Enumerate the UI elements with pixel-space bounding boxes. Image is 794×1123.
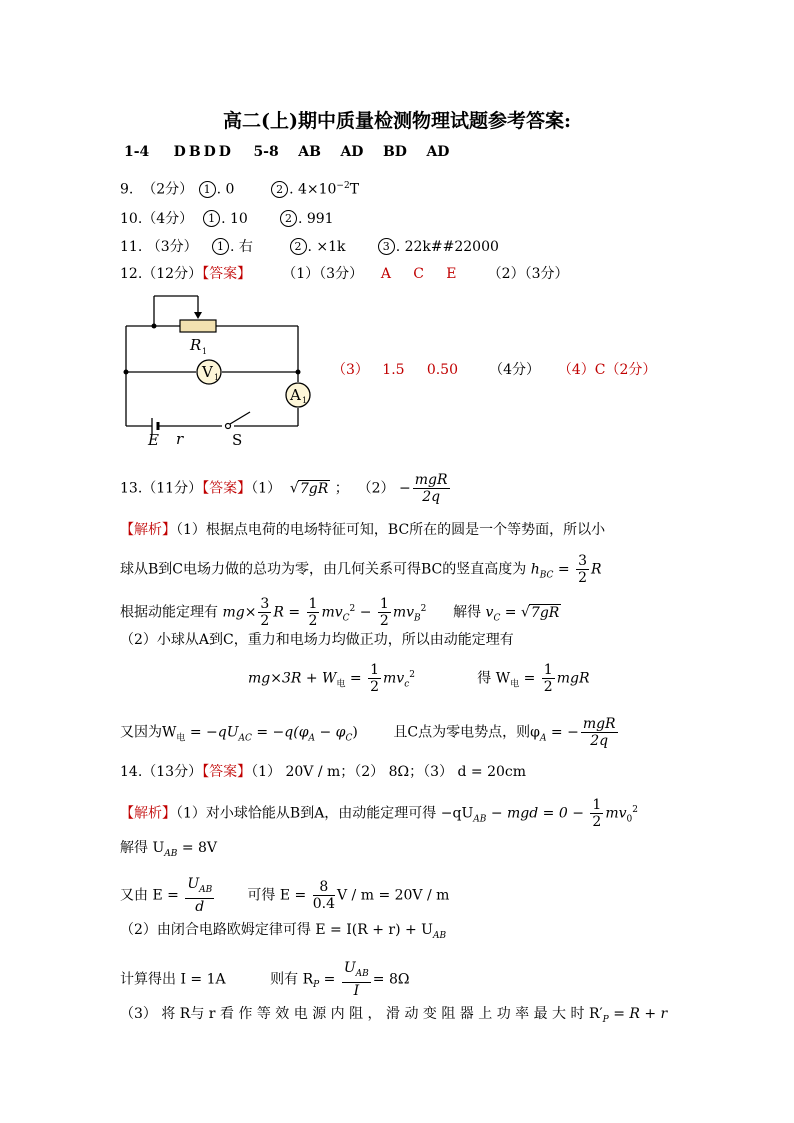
- sub-ab: AB: [355, 968, 369, 979]
- q13-text-6b: = −qU: [189, 724, 239, 741]
- q12-line: [120, 264, 568, 284]
- mc-ans-2d: AD: [426, 144, 450, 160]
- sub-p: P: [313, 980, 320, 991]
- q10-points: （4分）: [142, 211, 194, 227]
- internal-r-label: r: [176, 430, 184, 448]
- h-sub: BC: [539, 570, 554, 581]
- sub-c: C: [342, 613, 350, 624]
- q14-text-5d: = 8Ω: [372, 971, 410, 988]
- sup-2: 2: [420, 603, 427, 614]
- paren: ): [352, 724, 358, 741]
- q14-explain-6: [120, 1004, 667, 1030]
- frac-den: 2: [260, 613, 270, 629]
- half: [542, 662, 555, 695]
- q11-ans-1: . 右: [230, 239, 253, 255]
- frac-den: 2: [308, 613, 318, 629]
- q14-explain-tag: 【解析】: [120, 805, 176, 822]
- frac-num: 8: [313, 879, 335, 896]
- r-symbol: R: [590, 561, 602, 578]
- q12-ans-r: 0.50: [426, 362, 458, 378]
- q13-explain-2: [120, 553, 602, 586]
- emf-label: E: [148, 431, 159, 449]
- q11-ans-2: . ×1k: [307, 239, 346, 255]
- q14-answer-line: [120, 762, 526, 782]
- q14-text-1b: − mgd = 0 −: [490, 805, 584, 822]
- mc-ans-2a: AB: [298, 144, 321, 160]
- q12-num: 12.: [120, 266, 143, 282]
- frac-num: 3: [260, 596, 270, 612]
- q13-explain-1: [120, 520, 605, 540]
- voltmeter-label: V: [202, 363, 213, 381]
- sub-dian: 电: [176, 733, 186, 744]
- eq-sign: =: [557, 561, 570, 578]
- q13-answer-line: [120, 472, 452, 505]
- circled-1-icon: 1: [199, 181, 216, 198]
- q12-ans-e: E: [446, 266, 457, 282]
- q12-part2-label: （2）（3分）: [487, 266, 569, 282]
- page-title: 高二(上)期中质量检测物理试题参考答案:: [223, 110, 571, 132]
- sub-c: c: [404, 679, 410, 690]
- q14-text-3: 又由 E =: [120, 887, 179, 904]
- sub-c: C: [493, 613, 501, 624]
- u-symbol: U: [343, 960, 356, 976]
- sub-0: 0: [626, 814, 633, 825]
- q13-text-6c: = −q(φ: [256, 724, 309, 741]
- q12-ans-emf: 1.5: [382, 362, 405, 378]
- sub-dian: 电: [510, 679, 520, 690]
- frac-num: mgR: [414, 472, 448, 488]
- q14-answer-tag: 【答案】: [202, 764, 252, 780]
- q13-text-6d: − φ: [319, 724, 346, 741]
- sub-a: A: [308, 733, 316, 744]
- mv-c: mv: [321, 604, 343, 621]
- mv-b: mv: [392, 604, 415, 621]
- mc-range-1: 1-4: [124, 144, 150, 160]
- q13-points: （11分）: [142, 480, 203, 497]
- three-halves: [576, 553, 589, 586]
- q14-text-1: （1）对小球恰能从B到A，由动能定理可得 −qU: [176, 805, 474, 822]
- q14-text-2b: = 8V: [181, 840, 218, 856]
- mv-c: mv: [383, 670, 405, 687]
- eq-sign: =: [504, 604, 517, 621]
- frac-den: 2: [543, 679, 553, 695]
- q13-fraction: [413, 472, 450, 505]
- q13-mg: mg×: [222, 604, 257, 621]
- q14-points: （13分）: [142, 764, 203, 780]
- q9-unit: T: [349, 181, 360, 198]
- sub-dian: 电: [336, 679, 346, 690]
- r1-label: R: [190, 336, 202, 354]
- frac-num: 1: [379, 596, 389, 612]
- q14-explain-4: [120, 920, 446, 946]
- v-c: v: [485, 604, 494, 621]
- half: [590, 797, 603, 830]
- frac-num: mgR: [582, 716, 616, 732]
- q14-explain-2: [120, 838, 217, 864]
- q9-line: [120, 176, 359, 200]
- q9-points: （2分）: [142, 181, 194, 198]
- sub-ac: AC: [238, 733, 252, 744]
- q13-part1-label: （1）: [251, 480, 282, 497]
- q14-text-5b: 则有 R: [270, 971, 314, 988]
- frac-den: 0.4: [312, 895, 335, 912]
- q13-solve: 解得: [453, 604, 482, 621]
- q13-text-2: 球从B到C电场力做的总功为零，由几何关系可得BC的竖直高度为: [120, 561, 527, 578]
- q12-ans-c: C: [413, 266, 424, 282]
- q9-exponent: −2: [336, 181, 350, 191]
- q13-explain-tag: 【解析】: [120, 522, 176, 538]
- mc-ans-2c: BD: [382, 144, 407, 160]
- q13-explain-4: [120, 630, 514, 650]
- sqrt-icon: √: [520, 604, 530, 621]
- eq-sign: =: [349, 670, 362, 687]
- q12-part3-points: （4分）: [489, 362, 541, 378]
- q10-ans-1: . 10: [221, 211, 248, 227]
- frac-den: 2q: [590, 733, 609, 749]
- q13-sep: ；: [334, 480, 349, 497]
- frac-num: 1: [308, 596, 318, 612]
- mc-ans-2b: AD: [340, 144, 364, 160]
- frac-num: 1: [543, 662, 553, 678]
- mc-ans-1: DBDD: [173, 144, 234, 160]
- q13-fraction: [581, 716, 618, 749]
- q14-num: 14.: [120, 764, 143, 780]
- q14-text-3b: 可得 E =: [247, 887, 307, 904]
- q14-text-4: （2）由闭合电路欧姆定律可得 E = I(R + r) + U: [120, 922, 433, 938]
- q14-text-2: 解得 U: [120, 840, 165, 856]
- sub-a: A: [539, 733, 547, 744]
- sup-2: 2: [409, 669, 415, 680]
- switch-label: S: [232, 431, 243, 449]
- q13-text-1: （1）根据点电荷的电场特征可知，BC所在的圆是一个等势面，所以小: [176, 522, 606, 538]
- sub-p: P: [602, 1014, 609, 1025]
- q14-text-6b: = R + r: [613, 1006, 668, 1022]
- q13-text-3: 根据动能定理有: [120, 604, 218, 621]
- q12-part1-label: （1）（3分）: [282, 266, 364, 282]
- q13-text-4: （2）小球从A到C，重力和电场力均做正功，所以由动能定理有: [120, 632, 514, 648]
- q13-sqrt-value: 7gR: [530, 604, 560, 621]
- frac-den: 2: [592, 814, 602, 830]
- sup-2: 2: [632, 804, 638, 815]
- half: [378, 596, 391, 629]
- q12-answer-tag: 【答案】: [202, 266, 252, 282]
- sub-ab: AB: [432, 930, 447, 941]
- u-symbol: U: [187, 876, 200, 892]
- eq-sign: =: [323, 971, 336, 988]
- q10-num: 10.: [120, 211, 143, 227]
- sqrt-icon: √: [289, 480, 299, 497]
- eq-sign: =: [523, 670, 536, 687]
- q14-text-6: （3） 将 R与 r 看 作 等 效 电 源 内 阻 ， 滑 动 变 阻 器 上 功 率 最 大 时 R′: [120, 1006, 603, 1022]
- sup-2: 2: [349, 603, 356, 614]
- q13-explain-5: [248, 662, 590, 695]
- half: [307, 596, 320, 629]
- q13-explain-3: [120, 596, 561, 629]
- h-symbol: h: [530, 561, 540, 578]
- frac-den: 2: [379, 613, 389, 629]
- half: [368, 662, 381, 695]
- q11-ans-3: . 22k##22000: [395, 239, 499, 255]
- q14-explain-3: [120, 876, 449, 915]
- mv-0: mv: [605, 805, 627, 822]
- q12-ans-a: A: [380, 266, 392, 282]
- q13-sqrt-value: 7gR: [299, 480, 329, 497]
- sub-ab: AB: [164, 848, 178, 859]
- eight-over: [313, 879, 335, 912]
- q12-part3: [332, 360, 656, 380]
- u-over-i: [342, 960, 371, 999]
- q14-explain-1: [120, 797, 638, 830]
- frac-den: 2: [578, 570, 587, 586]
- q12-part3-label: （3）: [332, 362, 369, 378]
- q12-points: （12分）: [142, 266, 203, 282]
- mgr: mgR: [556, 670, 590, 687]
- q11-line: [120, 237, 499, 257]
- q13-text-6a: 又因为W: [120, 724, 177, 741]
- i-symbol: I: [353, 982, 360, 999]
- u-over-d: [185, 876, 214, 915]
- q10-ans-2: . 991: [297, 211, 334, 227]
- sub-b: B: [414, 613, 421, 624]
- q9-num: 9.: [120, 181, 134, 198]
- three-halves: [258, 596, 271, 629]
- r1-sub: 1: [202, 347, 208, 356]
- q9-ans-1: . 0: [216, 181, 235, 198]
- q12-part4: （4）C（2分）: [557, 362, 657, 378]
- resistor-r1: [180, 320, 216, 332]
- frac-num: 1: [370, 662, 380, 678]
- circled-1-icon: 1: [212, 238, 229, 255]
- circuit-diagram: [118, 290, 318, 450]
- frac-num: 1: [592, 797, 602, 813]
- frac-num: 3: [578, 553, 587, 569]
- q14-explain-5: [120, 960, 410, 999]
- sub-c: C: [345, 733, 353, 744]
- q13-get-w: 得 W: [477, 670, 511, 687]
- voltmeter-sub: 1: [214, 373, 220, 382]
- mc-answers: [124, 142, 449, 162]
- circled-1-icon: 1: [203, 210, 220, 227]
- d-symbol: d: [195, 898, 205, 915]
- q10-line: [120, 209, 334, 229]
- q13-answer-tag: 【答案】: [202, 480, 252, 497]
- frac-den: 2: [370, 679, 380, 695]
- mc-range-2: 5-8: [253, 144, 279, 160]
- q13-part2-label: （2）: [357, 480, 395, 497]
- ammeter-label: A: [290, 386, 301, 404]
- q9-ans-2: . 4×10: [289, 181, 337, 198]
- frac-den: 2q: [422, 489, 441, 505]
- q14-answers: （1） 20V / m；（2） 8Ω；（3） d = 20cm: [251, 764, 527, 780]
- circled-3-icon: 3: [378, 238, 395, 255]
- q11-points: （3分）: [146, 239, 198, 255]
- ammeter-sub: 1: [302, 396, 308, 405]
- circled-2-icon: 2: [271, 181, 288, 198]
- q13-r-eq: R =: [273, 604, 301, 621]
- q13-explain-6: [120, 716, 620, 749]
- q13-num: 13.: [120, 480, 143, 497]
- q13-text-6f: 且C点为零电势点，则φ: [393, 724, 540, 741]
- q14-text-5: 计算得出 I = 1A: [120, 971, 226, 988]
- q11-num: 11.: [120, 239, 143, 255]
- q13-neg: −: [399, 480, 411, 497]
- sub-ab: AB: [473, 814, 487, 825]
- sub-ab: AB: [199, 884, 213, 895]
- circled-2-icon: 2: [280, 210, 297, 227]
- eq-neg: = −: [550, 724, 579, 741]
- minus: −: [359, 604, 372, 621]
- circled-2-icon: 2: [290, 238, 307, 255]
- q13-eq5-left: mg×3R + W: [248, 670, 337, 687]
- q14-text-3c: V / m = 20V / m: [336, 887, 450, 904]
